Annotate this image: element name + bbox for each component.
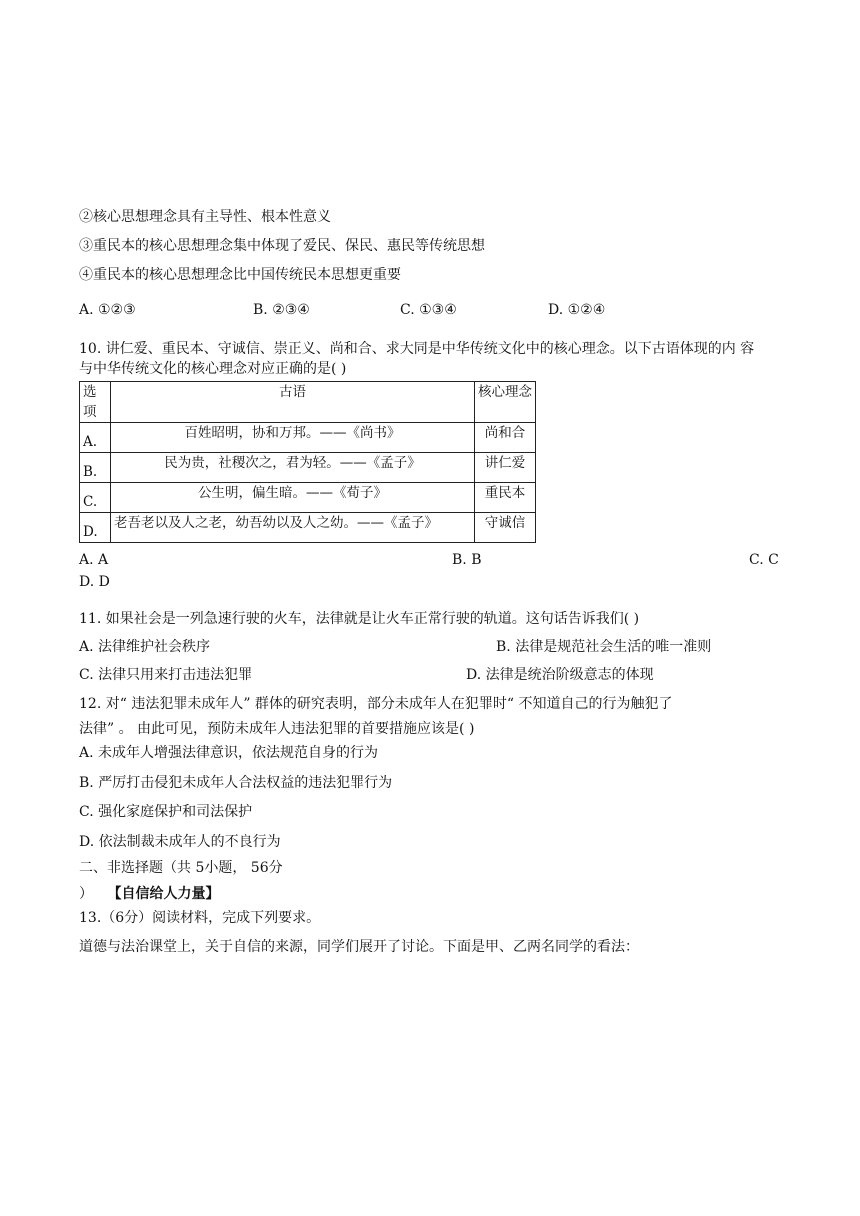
q13-material: 道德与法治课堂上，关于自信的来源，同学们展开了讨论。下面是甲、乙两名同学的看法：	[79, 939, 639, 955]
q10-stem-line1: 10. 讲仁爱、重民本、守诚信、崇正义、尚和合、求大同是中华传统文化中的核心理念。以下古语体现的内 容	[79, 341, 755, 357]
q10-option-a[interactable]: A. A	[79, 552, 109, 568]
q11-stem: 11. 如果社会是一列急速行驶的火车，法律就是让火车正常行驶的轨道。这句话告诉我们( )	[79, 611, 640, 627]
table-row	[80, 513, 536, 543]
table-cell-quote: 百姓昭明，协和万邦。——《尚书》	[111, 423, 475, 453]
q9-option-b[interactable]: B. ②③④	[253, 302, 310, 318]
q10-option-c[interactable]: C. C	[749, 552, 779, 568]
q9-option-c[interactable]: C. ①③④	[400, 302, 457, 318]
table-cell-quote: 公生明，偏生暗。——《荀子》	[111, 483, 475, 513]
q12-option-a[interactable]: A. 未成年人增强法律意识，依法规范自身的行为	[79, 745, 379, 761]
q10-table-header	[80, 382, 536, 423]
q9-statement-4: ④重民本的核心思想理念比中国传统民本思想更重要	[79, 267, 401, 283]
table-row	[80, 483, 536, 513]
table-cell-quote: 民为贵，社稷次之，君为轻。——《孟子》	[111, 453, 475, 483]
table-cell-quote: 老吾老以及人之老，幼吾幼以及人之幼。——《孟子》	[111, 513, 475, 543]
table-cell-concept: 重民本	[475, 483, 536, 513]
q12-option-c[interactable]: C. 强化家庭保护和司法保护	[79, 804, 253, 820]
q10-option-d[interactable]: D. D	[79, 574, 110, 590]
section2-subheading	[79, 885, 219, 903]
q10-table	[79, 381, 536, 543]
q11-option-c[interactable]: C. 法律只用来打击违法犯罪	[79, 667, 253, 683]
q9-statement-2: ②核心思想理念具有主导性、根本性意义	[79, 209, 331, 225]
section2-heading: 二、非选择题（共 5小题， 56分	[79, 860, 283, 876]
table-cell-option: B.	[80, 453, 111, 483]
table-header-option: 选项	[80, 382, 111, 423]
q10-stem-line2: 与中华传统文化的核心理念对应正确的是( )	[79, 361, 347, 377]
table-cell-concept: 守诚信	[475, 513, 536, 543]
table-row	[80, 453, 536, 483]
table-row	[80, 423, 536, 453]
q12-stem-line1: 12. 对“ 违法犯罪未成年人” 群体的研究表明，部分未成年人在犯罪时“ 不知道自己的行为触犯了	[79, 696, 673, 712]
q9-option-d[interactable]: D. ①②④	[548, 302, 606, 318]
q11-option-d[interactable]: D. 法律是统治阶级意志的体现	[466, 667, 654, 683]
table-cell-concept: 尚和合	[475, 423, 536, 453]
section2-paren: ）	[79, 886, 93, 902]
q12-option-d[interactable]: D. 依法制裁未成年人的不良行为	[79, 834, 281, 850]
q11-option-a[interactable]: A. 法律维护社会秩序	[79, 639, 211, 655]
q10-option-b[interactable]: B. B	[452, 552, 482, 568]
table-cell-option: C.	[80, 483, 111, 513]
table-header-quote: 古语	[111, 382, 475, 423]
q9-statement-3: ③重民本的核心思想理念集中体现了爱民、保民、惠民等传统思想	[79, 238, 485, 254]
table-cell-option: A.	[80, 423, 111, 453]
q9-option-a[interactable]: A. ①②③	[79, 302, 136, 318]
table-cell-concept: 讲仁爱	[475, 453, 536, 483]
q11-option-b[interactable]: B. 法律是规范社会生活的唯一准则	[496, 639, 712, 655]
table-header-concept: 核心理念	[475, 382, 536, 423]
q13-stem: 13.（6分）阅读材料，完成下列要求。	[79, 910, 321, 926]
q12-stem-line2: 法律” 。 由此可见，预防未成年人违法犯罪的首要措施应该是( )	[79, 721, 475, 737]
q12-option-b[interactable]: B. 严厉打击侵犯未成年人合法权益的违法犯罪行为	[79, 775, 393, 791]
section2-theme-title: 【自信给人力量】	[107, 886, 220, 902]
table-cell-option: D.	[80, 513, 111, 543]
